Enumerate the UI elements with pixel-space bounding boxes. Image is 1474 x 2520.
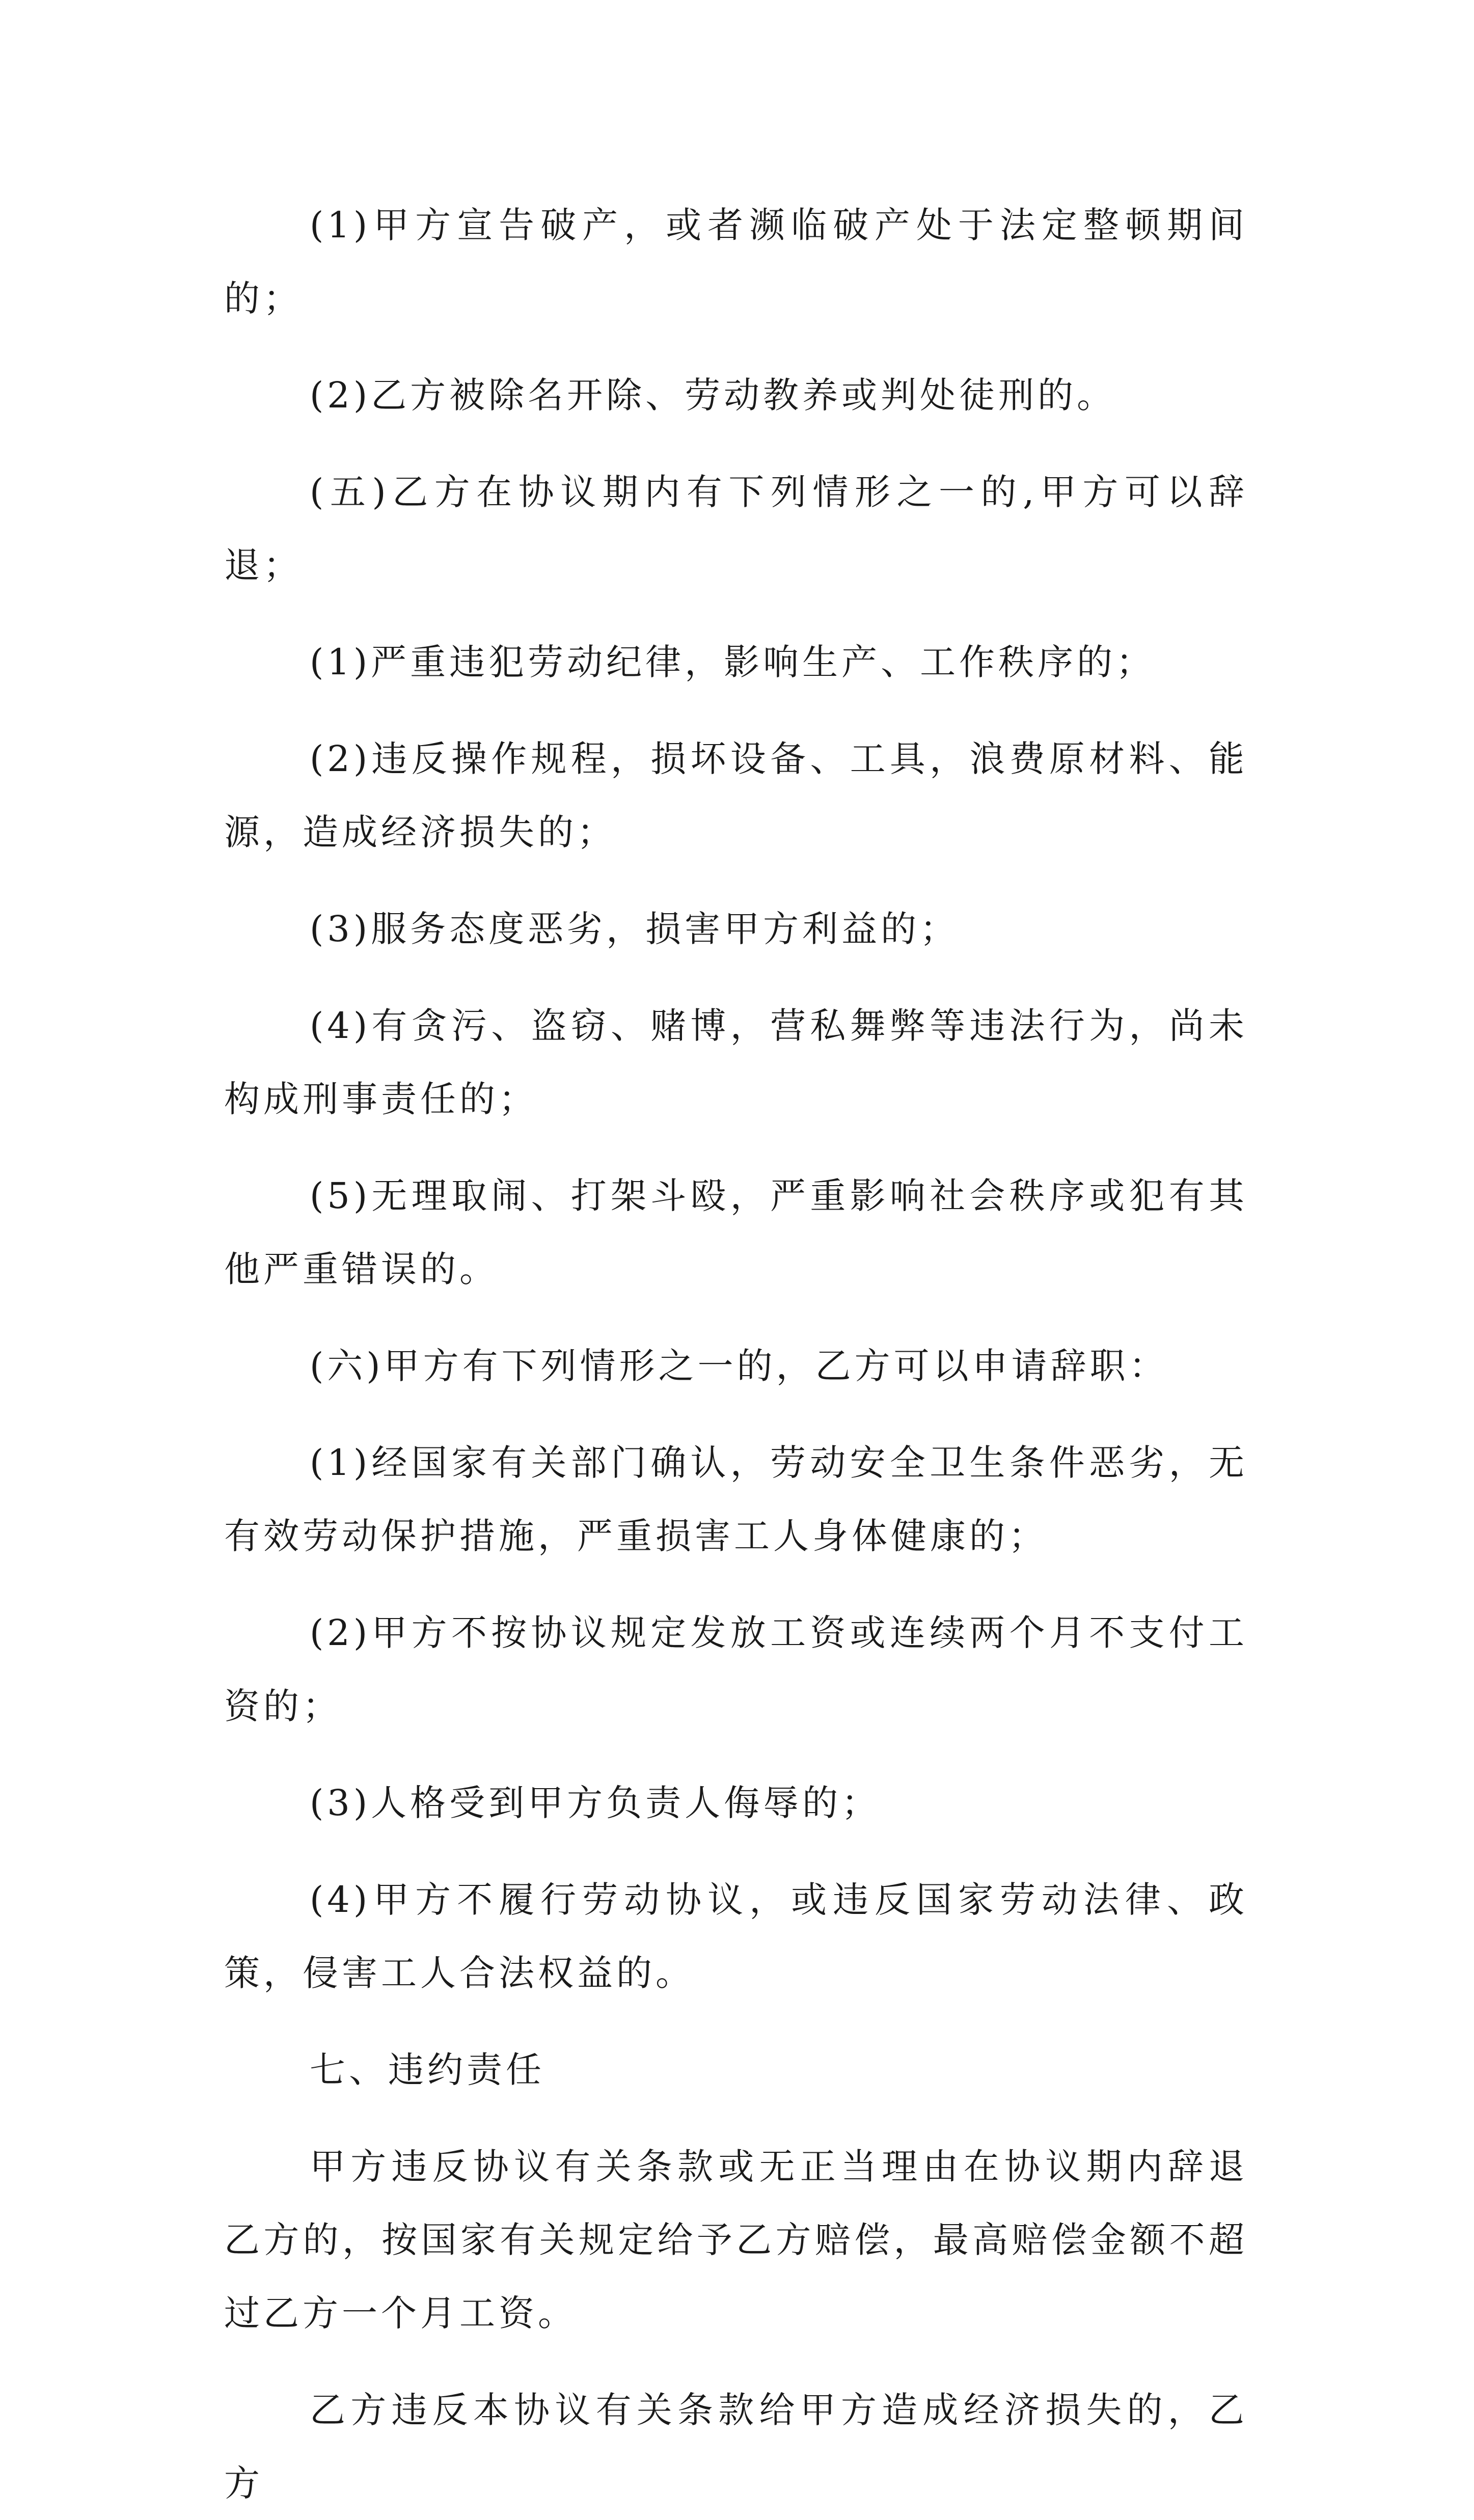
paragraph-7: (4)有贪污、盗窃、赌博，营私舞弊等违法行为，尚未构成刑事责任的； bbox=[224, 1005, 1248, 1120]
paragraph-2: (2)乙方被除名开除、劳动教养或判处徒刑的。 bbox=[310, 374, 1116, 416]
paragraph-12: (3)人格受到甲方负责人侮辱的； bbox=[310, 1782, 881, 1824]
paragraph-4: (1)严重违犯劳动纪律，影响生产、工作秩序的； bbox=[310, 641, 1156, 683]
paragraph-1: (1)甲方宣告破产，或者濒临破产处于法定整顿期间的； bbox=[224, 204, 1248, 319]
paragraph-6: (3)服务态度恶劣，损害甲方利益的； bbox=[310, 908, 960, 950]
document-body bbox=[224, 188, 1248, 2520]
paragraph-11: (2)甲方不按协议规定发放工资或连续两个月不支付工资的； bbox=[224, 1612, 1248, 1727]
paragraph-3: (五)乙方在协议期内有下列情形之一的,甲方可以辞退； bbox=[224, 471, 1248, 586]
paragraph-16: 乙方违反本协议有关条款给甲方造成经济损失的，乙方 bbox=[224, 2389, 1248, 2504]
paragraph-9: (六)甲方有下列情形之一的，乙方可以申请辞职： bbox=[310, 1345, 1168, 1387]
section-heading: 七、违约责任 bbox=[310, 2049, 545, 2091]
paragraph-5: (2)违反操作规程，损坏设备、工具，浪费原材料、能源，造成经济损失的； bbox=[224, 738, 1248, 853]
paragraph-13: (4)甲方不履行劳动协议，或违反国家劳动法律、政策，侵害工人合法权益的。 bbox=[224, 1879, 1248, 1994]
paragraph-15: 甲方违反协议有关条款或无正当理由在协议期内辞退乙方的，按国家有关规定给予乙方赔偿，最高赔偿金额不超过乙方一个月工资。 bbox=[224, 2146, 1248, 2334]
paragraph-8: (5)无理取闹、打架斗殴，严重影响社会秩序或犯有其他严重错误的。 bbox=[224, 1175, 1248, 1290]
paragraph-10: (1)经国家有关部门确认，劳动安全卫生条件恶劣，无有效劳动保护措施，严重损害工人身体健康的； bbox=[224, 1442, 1248, 1557]
